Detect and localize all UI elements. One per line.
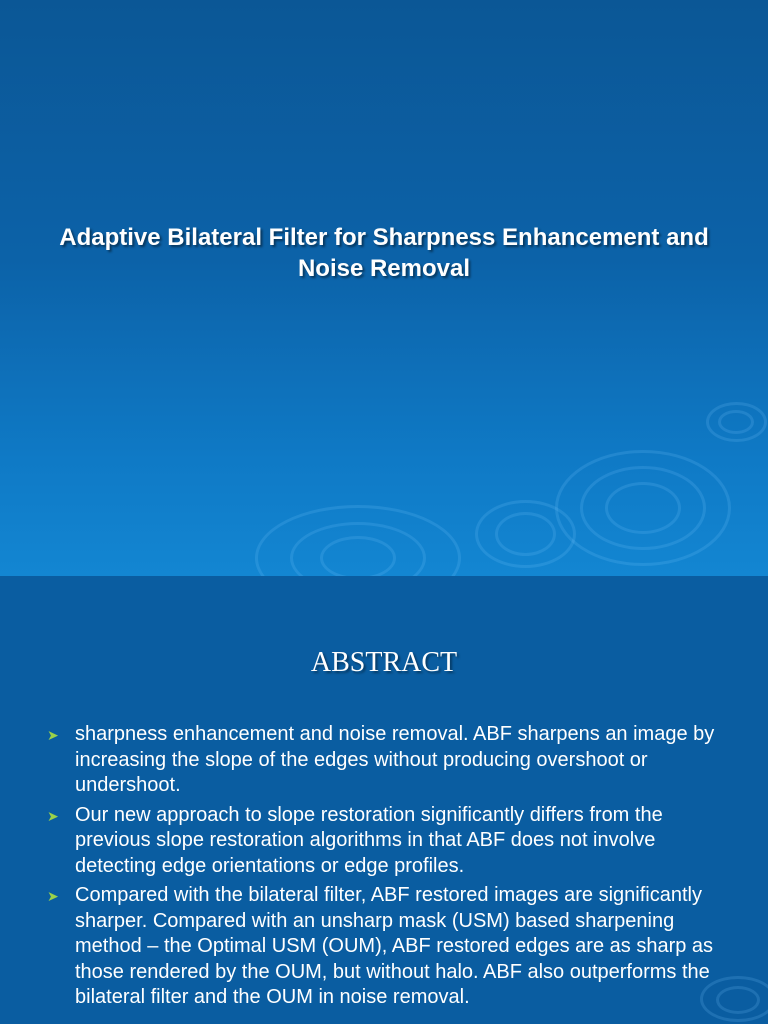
slide-title: Adaptive Bilateral Filter for Sharpness Enhancement and Noise Removal [59,224,709,282]
bullet-text: Compared with the bilateral filter, ABF restored images are significantly sharper. Compared with an unsharp mask (USM) based sharpening method – the Optimal USM (OUM), ABF restored edges are as sharp as those rendered by the OUM, but without halo. ABF also outperforms the bilateral filter and the OUM in noise removal. [75,884,714,1008]
arrow-bullet-icon: ➤ [47,727,59,743]
abstract-slide [0,576,768,1024]
bullet-text: sharpness enhancement and noise removal. ABF sharpens an image by increasing the slope of the edges without producing overshoot or undershoot. [75,723,715,796]
ripple-decoration [495,512,556,556]
list-item [0,803,768,880]
arrow-bullet-icon: ➤ [47,807,59,824]
bullet-text: Our new approach to slope restoration significantly differs from the previous slope restoration algorithms in that ABF does not involve detecting edge orientations or edge profiles. [75,803,663,877]
slide-heading: ABSTRACT [310,647,458,678]
list-item [0,883,768,1011]
ripple-decoration [605,482,681,534]
ripple-decoration [718,410,754,434]
ripple-decoration [320,536,396,576]
list-item [0,722,768,799]
bullet-list [0,722,768,1015]
arrow-bullet-icon: ➤ [47,888,59,904]
